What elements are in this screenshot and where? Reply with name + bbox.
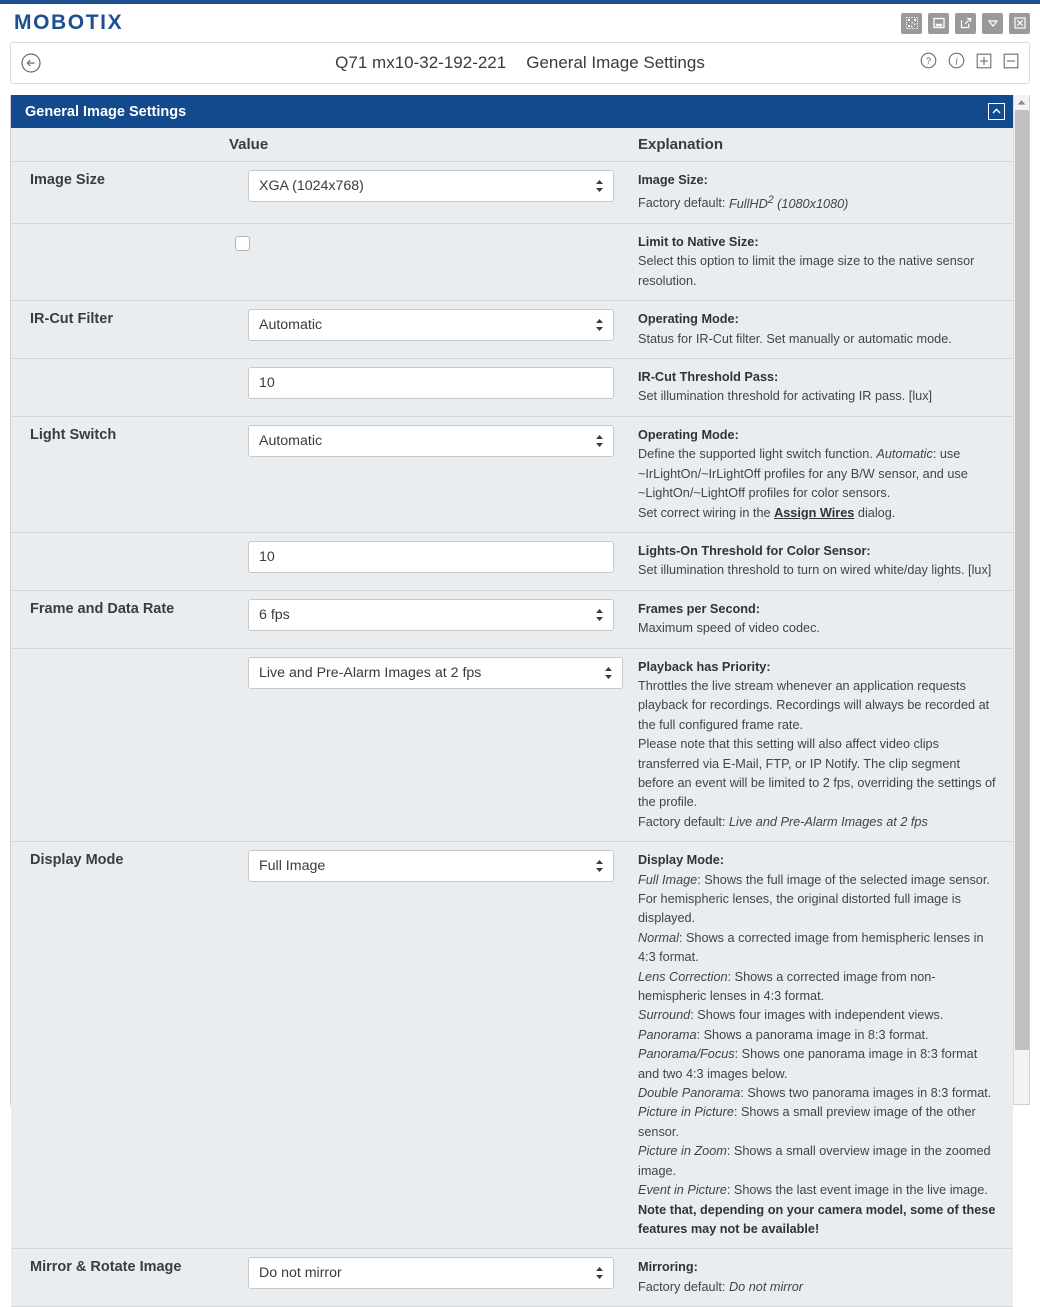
explanation-body: Factory default: FullHD$^2$ (1080x1080) — [638, 193, 849, 211]
explanation-title: Limit to Native Size: — [638, 235, 759, 250]
settings-row — [11, 591, 1013, 649]
settings-row — [11, 162, 1013, 224]
setting-label: IR-Cut Filter — [30, 311, 113, 328]
explanation-title: Playback has Priority: — [638, 659, 771, 674]
setting-value-cell — [229, 649, 624, 842]
explanation-title: Operating Mode: — [638, 312, 739, 327]
header-title-group — [11, 53, 1029, 73]
info-icon[interactable] — [948, 52, 965, 74]
select-value-text: 6 fps — [259, 606, 290, 623]
setting-explanation — [624, 301, 1013, 358]
explanation-body: Set illumination threshold to turn on wired white/day lights. [lux] — [638, 563, 992, 578]
close-icon[interactable] — [1009, 13, 1030, 34]
setting-explanation — [624, 533, 1013, 590]
select-option-7[interactable] — [248, 657, 623, 689]
setting-label: Frame and Data Rate — [30, 600, 175, 617]
settings-grid — [11, 128, 1013, 1307]
text-input-5[interactable]: 10 — [248, 541, 614, 573]
vertical-scrollbar[interactable] — [1013, 95, 1029, 1104]
select-spinner-icon — [595, 608, 604, 622]
setting-explanation — [624, 417, 1013, 532]
settings-row — [11, 417, 1013, 533]
explanation-body: Factory default: Do not mirror — [638, 1279, 803, 1294]
settings-row — [11, 224, 1013, 301]
settings-row — [11, 359, 1013, 417]
explanation-body: Maximum speed of video codec. — [638, 621, 820, 636]
setting-explanation — [624, 842, 1013, 1248]
device-name: Q71 mx10-32-192-221 — [335, 53, 507, 72]
select-mirror-rotate-image[interactable] — [248, 1257, 614, 1289]
settings-row — [11, 649, 1013, 843]
setting-value-cell — [229, 591, 624, 648]
setting-value-cell — [229, 842, 624, 1248]
window-restore-icon[interactable] — [928, 13, 949, 34]
explanation-body: Throttles the live stream whenever an application requests playback for recordings. Recordings will always be recorded at the full configured frame rate. Please note that this setting will also affect video clips transferred via E-Mail, FTP, or IP Notify. The clip segment before an event will be limited to 2 fps, overriding the settings of the profile. Factory default: Live and Pre-Alarm Images at 2 fps — [638, 678, 996, 829]
limit-to-native-size-checkbox[interactable] — [235, 236, 250, 251]
explanation-title: Mirroring: — [638, 1260, 698, 1275]
select-spinner-icon — [595, 1266, 604, 1280]
back-button[interactable] — [19, 51, 43, 75]
setting-label: Image Size — [30, 172, 105, 188]
setting-label: Display Mode — [30, 852, 124, 869]
window-controls — [901, 13, 1030, 34]
explanation-body: Status for IR-Cut filter. Set manually or automatic mode. — [638, 331, 952, 346]
select-display-mode[interactable] — [248, 850, 614, 882]
select-frame-and-data-rate[interactable] — [248, 599, 614, 631]
scrollbar-thumb[interactable] — [1015, 110, 1029, 1050]
explanation-body: Define the supported light switch function. Automatic: use ~IrLightOn/~IrLightOff profiles for any B/W sensor, and use ~LightOn/~LightOff profiles for color sensors. Set correct wiring in the Assign Wires dialog. — [638, 447, 968, 520]
select-spinner-icon — [595, 859, 604, 873]
setting-value-cell — [229, 417, 624, 532]
setting-label — [11, 533, 229, 590]
select-value-text: Full Image — [259, 858, 326, 875]
explanation-body: Full Image: Shows the full image of the selected image sensor. For hemispheric lenses, the original distorted full image is displayed. Normal: Shows a corrected image from hemispheric lenses in 4:3 format. Lens Correction: Shows a corrected image from non-hemispheric lenses in 4:3 format. Surround: Shows four images with independent views. Panorama: Shows a panorama image in 8:3 format. Panorama/Focus: Shows one panorama image in 8:3 format and two 4:3 images below. Double Panorama: Shows two panorama images in 8:3 format. Picture in Picture: Shows a small preview image of the other sensor. Picture in Zoom: Shows a small overview image in the zoomed image. Event in Picture: Shows the last event image in the live image. Note that, depending on your camera model, some of these features may not be available! — [638, 872, 996, 1236]
select-spinner-icon — [595, 318, 604, 332]
text-input-3[interactable]: 10 — [248, 367, 614, 399]
help-icon[interactable] — [920, 52, 937, 74]
explanation-title: IR-Cut Threshold Pass: — [638, 370, 779, 385]
setting-value-cell — [229, 1249, 624, 1306]
explanation-title: Operating Mode: — [638, 427, 739, 442]
brand-bar — [0, 4, 1040, 42]
select-value-text: Automatic — [259, 432, 323, 449]
explanation-body: Select this option to limit the image size to the native sensor resolution. — [638, 254, 975, 288]
setting-value-cell — [229, 224, 624, 300]
explanation-title: Display Mode: — [638, 853, 725, 868]
svg-text:?: ? — [925, 56, 932, 68]
setting-label — [11, 359, 229, 416]
setting-explanation — [624, 649, 1013, 842]
panel-title-text: General Image Settings — [25, 103, 187, 120]
svg-text:i: i — [955, 56, 958, 68]
select-spinner-icon — [595, 179, 604, 193]
setting-value-cell — [229, 162, 624, 223]
explanation-title: Lights-On Threshold for Color Sensor: — [638, 543, 871, 558]
expand-all-icon[interactable] — [976, 53, 992, 74]
setting-label — [11, 224, 229, 300]
setting-explanation — [624, 591, 1013, 648]
column-header-label — [11, 136, 229, 153]
dropdown-icon[interactable] — [982, 13, 1003, 34]
column-header-value: Value — [229, 136, 269, 153]
settings-panel-inner — [11, 95, 1013, 1294]
header-icon-group — [920, 52, 1019, 74]
select-spinner-icon — [595, 434, 604, 448]
select-spinner-icon — [604, 666, 613, 680]
select-ir-cut-filter[interactable] — [248, 309, 614, 341]
select-image-size[interactable] — [248, 170, 614, 202]
setting-value-cell — [229, 533, 624, 590]
explanation-title: Image Size: — [638, 173, 708, 187]
setting-value-cell — [229, 301, 624, 358]
scroll-up-arrow-icon[interactable] — [1014, 95, 1029, 110]
qr-code-icon[interactable] — [901, 13, 922, 34]
setting-label — [11, 649, 229, 842]
settings-row — [11, 533, 1013, 591]
settings-row — [11, 1249, 1013, 1307]
setting-explanation — [624, 224, 1013, 300]
select-value-text: XGA (1024x768) — [259, 178, 364, 194]
open-external-icon[interactable] — [955, 13, 976, 34]
panel-title-bar — [11, 95, 1013, 128]
explanation-body: Set illumination threshold for activating IR pass. [lux] — [638, 389, 933, 404]
setting-label: Light Switch — [30, 426, 117, 443]
setting-explanation — [624, 162, 1013, 223]
settings-row — [11, 301, 1013, 359]
select-value-text: Automatic — [259, 317, 323, 334]
setting-explanation — [624, 359, 1013, 416]
select-light-switch[interactable] — [248, 425, 614, 457]
settings-panel — [10, 95, 1030, 1294]
grid-header-row — [11, 128, 1013, 162]
collapse-all-icon[interactable] — [1003, 53, 1019, 74]
page-header — [10, 42, 1030, 84]
panel-collapse-icon[interactable] — [988, 103, 1005, 120]
column-header-explanation: Explanation — [638, 135, 724, 153]
explanation-title: Frames per Second: — [638, 601, 760, 616]
setting-label: Mirror & Rotate Image — [30, 1259, 182, 1276]
page-title: General Image Settings — [526, 53, 705, 72]
select-value-text: Live and Pre-Alarm Images at 2 fps — [259, 664, 482, 681]
select-value-text: Do not mirror — [259, 1265, 342, 1282]
setting-explanation — [624, 1249, 1013, 1306]
settings-row — [11, 842, 1013, 1249]
brand-logo: MOBOTIX — [14, 11, 124, 34]
setting-value-cell — [229, 359, 624, 416]
